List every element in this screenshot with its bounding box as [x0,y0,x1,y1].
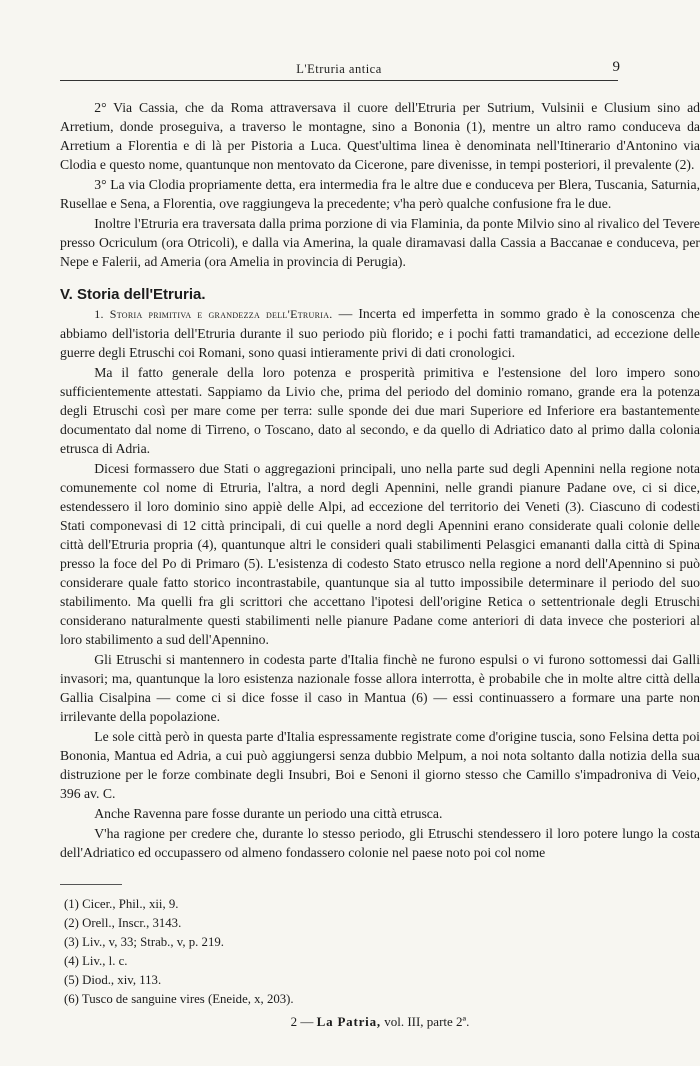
footnote: (3) Liv., v, 33; Strab., v, p. 219. [64,935,224,949]
subsection-label: 1. Storia primitiva e grandezza dell'Etruria. [94,307,333,321]
footnote: (5) Diod., xiv, 113. [64,973,162,987]
footnote: (2) Orell., Inscr., 3143. [64,916,182,930]
paragraph-citta-tuscia: Le sole città però in questa parte d'Italia espressamente registrate come d'origine tuscia, sono Felsina detta poi Bononia, Mantua ed Adria, a cui può aggiungersi senza dubbio Melpum, a noi nota soltanto dalla notizia della sua distruzione per le forze combinate degli Insubri, Boi e Senoni il giorno stesso che Camillo s'impadroniva di Veio, 396 av. C. [60,729,700,801]
paragraph-ravenna: Anche Ravenna pare fosse durante un periodo una città etrusca. [94,806,443,821]
paragraph-via-clodia: 3° La via Clodia propriamente detta, era intermedia fra le altre due e conduceva per Blera, Tuscania, Saturnia, Rusellae e Sena, a Florentia, ove raggiungeva la precedente; v'ha però qualche confusione fra le due. [60,177,700,211]
footnote-rule [60,884,122,885]
signature-rest: vol. III, parte 2ª. [384,1014,470,1029]
paragraph-via-cassia: 2° Via Cassia, che da Roma attraversava il cuore dell'Etruria per Sutrium, Vulsinii e Clusium sino ad Arretium, donde proseguiva, a traverso le montagne, sino a Bononia (1), mentre un altro ramo conduceva da Arretium a Florentia e di là per Pistoria a Luca. Quest'ultima linea è denominata nell'Itinerario d'Antonino via Clodia e questo nome, quantunque non mentovato da Cicerone, pare divenisse, in tempi posteriori, il prevalente (2). [60,100,700,172]
footnotes [60,895,700,1008]
section-heading: V. Storia dell'Etruria. [60,286,206,303]
page-number: 9 [612,59,620,75]
paragraph-stati: Dicesi formassero due Stati o aggregazioni principali, uno nella parte sud degli Apennini nella regione nota comunemente col nome di Etruria, l'altra, a nord degli Apennini, nelle grandi pianure Padane ove, ci si dice, estendessero il loro dominio sino appiè delle Alpi, ad eccezione del territorio dei Veneti (3). Ciascuno di codesti Stati componevasi di 12 città principali, di cui quelle a nord degli Apennini erano considerate quali colonie delle città dell'Etruria propria (4), quantunque altri le consideri quali stabilimenti Pelasgici emananti dalla città di Spina presso la foce del Po di Primaro (5). L'esistenza di codesto Stato etrusco nella regione a nord dell'Apennino si può considerare quale fatto storico incontrastabile, quantunque sia al tutto impossibile determinare il periodo del suo stabilimento. Ma quelli fra gli scrittori che accettano l'ipotesi dell'origine Retica o settentrionale degli Etruschi considerano naturalmente questi stabilimenti nelle pianure Padane come anteriori di data invece che posteriori al loro stabilimento a sud dell'Apennino. [60,461,700,647]
footnote: (6) Tusco de sanguine vires (Eneide, x, 203). [64,992,294,1006]
signature-number: 2 — [290,1014,314,1029]
footnote: (1) Cicer., Phil., xii, 9. [64,897,179,911]
subsection-text: — Incerta ed imperfetta in sommo grado è la conoscenza che abbiamo dell'istoria dell'Etruria durante il suo periodo più florido; e i pochi fatti tramandatici, ad eccezione delle guerre degli Etruschi coi Romani, sono quasi intieramente privi di dati cronologici. [60,306,700,360]
page-body [60,98,700,1031]
paragraph-potenza: Ma il fatto generale della loro potenza e prosperità primitiva e l'estensione del loro impero sono sufficientemente attestati. Sappiamo da Livio che, prima del periodo del dominio romano, grande era la potenza degli Etruschi così per mare come per terra: sulle sponde dei due mari Superiore ed Inferiore era bastantemente documentato dal nome di Tirreno, o Toscano, dato al secondo, e da quello di Adriatico dato al primo dalla colonia etrusca di Adria. [60,365,700,456]
running-header [60,60,618,81]
signature-title: La Patria, [316,1014,381,1029]
footnote: (4) Liv., l. c. [64,954,128,968]
printer-signature [60,1012,700,1031]
running-title: L'Etruria antica [296,62,382,76]
paragraph-flaminia-amerina: Inoltre l'Etruria era traversata dalla prima porzione di via Flaminia, da ponte Milvio sino al rivalico del Tevere presso Ocriculum (ora Otricoli), e dalla via Amerina, la quale diramavasi dalla Cassia a Baccanae e conduceva, per Nepe e Falerii, ad Ameria (ora Amelia in provincia di Perugia). [60,216,700,269]
paragraph-galli: Gli Etruschi si mantennero in codesta parte d'Italia finchè ne furono espulsi o vi furono sottomessi dai Galli invasori; ma, quantunque la loro esistenza nazionale fosse allora interrotta, è probabile che in molte altre città della Gallia Cisalpina — come ci si dice fosse il caso in Mantua (6) — essi continuassero a formare una parte non irrilevante della popolazione. [60,652,700,724]
paragraph-adriatico: V'ha ragione per credere che, durante lo stesso periodo, gli Etruschi stendessero il loro potere lungo la costa dell'Adriatico ed occupassero od almeno fondassero colonie nel paese noto poi col nome [60,826,700,860]
paragraph-storia-primitiva [60,304,700,362]
